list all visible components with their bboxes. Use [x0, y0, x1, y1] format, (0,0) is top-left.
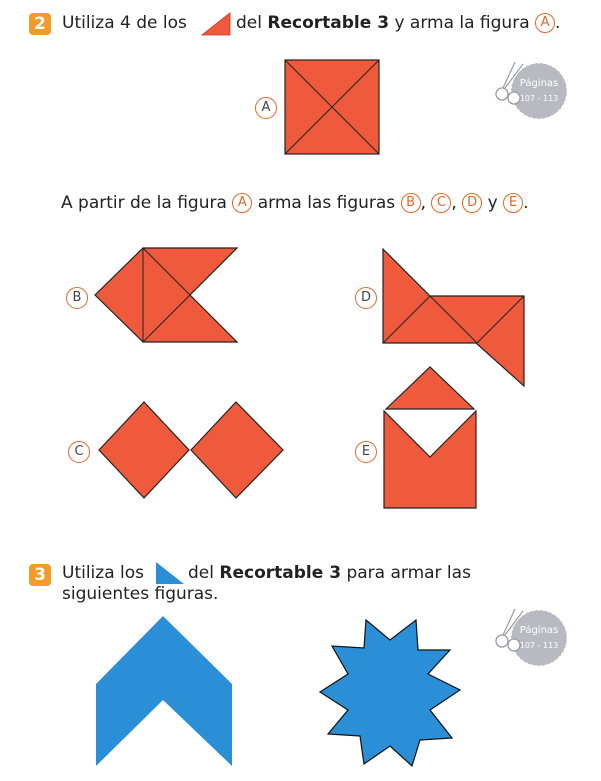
instruction-end: . — [523, 193, 529, 213]
figure-c-label: C — [68, 441, 90, 463]
exercise-2-text-1: Utiliza 4 de los — [62, 13, 187, 33]
recortable-ref-3: Recortable 3 — [219, 563, 342, 583]
instruction-mid: arma las figuras — [257, 193, 396, 213]
instruction-ref-e: E — [503, 193, 523, 213]
exercise-3-text-1: Utiliza los — [62, 563, 145, 583]
exercise-3-text-after: para armar las — [346, 563, 471, 583]
instruction-y: y — [487, 193, 498, 213]
figure-b-label: B — [66, 287, 88, 309]
instruction-ref-a: A — [232, 193, 252, 213]
recortable-ref: Recortable 3 — [267, 13, 390, 33]
exercise-3-text-line2: siguientes figuras. — [62, 584, 219, 604]
figure-e-shape — [382, 365, 480, 510]
exercise-3-number: 3 — [29, 564, 51, 586]
figure-e-label: E — [355, 441, 377, 463]
del-word: del — [236, 13, 262, 33]
blue-triangle-piece-icon — [154, 560, 186, 586]
figure-d-label: D — [355, 287, 377, 309]
figure-ref-a: A — [535, 13, 555, 33]
pages-badge-1-line2: 107 - 113 — [519, 94, 559, 103]
exercise-2-text-2 — [236, 13, 560, 33]
instruction-start: A partir de la figura — [61, 193, 227, 213]
pages-badge-2 — [493, 603, 569, 679]
end-period: . — [555, 13, 561, 33]
figure-b-shape — [93, 246, 239, 346]
del-word-3: del — [188, 563, 214, 583]
figure-a-label: A — [255, 97, 277, 119]
pages-badge-2-line2: 107 - 113 — [519, 641, 559, 650]
blue-chevron-shape — [94, 614, 234, 770]
figure-a-square — [284, 59, 380, 155]
pages-badge-1-line1: Páginas — [519, 78, 559, 89]
exercise-2-text-after: y arma la figura — [394, 13, 530, 33]
exercise-2-number: 2 — [29, 13, 51, 35]
instruction-ref-d: D — [462, 193, 482, 213]
pages-badge-2-line1: Páginas — [519, 625, 559, 636]
figure-c-shape — [97, 400, 287, 500]
instruction-line: A partir de la figura A arma las figuras B , C , D y E . — [61, 193, 529, 213]
instruction-ref-c: C — [431, 193, 451, 213]
pages-badge-1 — [493, 56, 569, 132]
orange-triangle-piece-icon — [200, 11, 232, 37]
exercise-3-text-2 — [188, 563, 471, 583]
instruction-ref-b: B — [401, 193, 421, 213]
blue-star-shape — [318, 616, 464, 766]
